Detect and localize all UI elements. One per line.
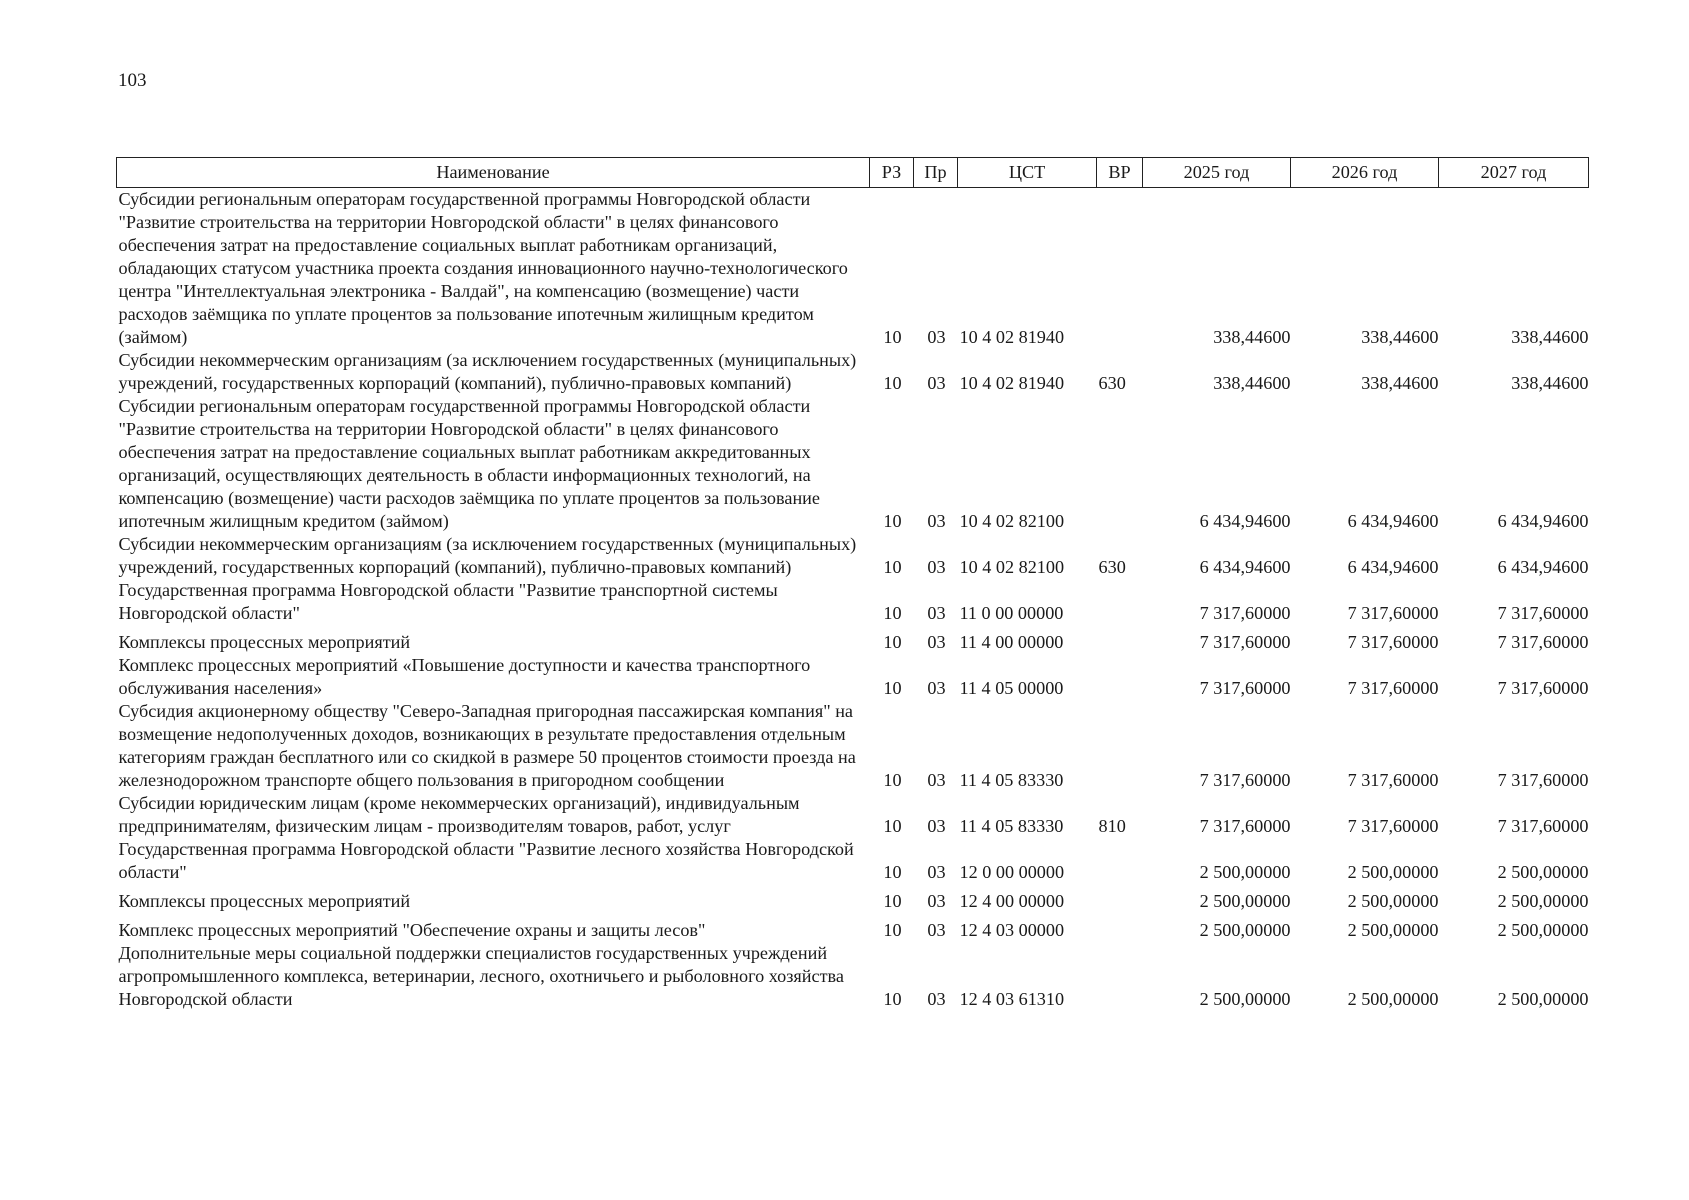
row-cst: 11 4 05 83330 (959, 816, 1064, 836)
row-2025: 2 500,00000 (1199, 862, 1291, 882)
row-name: Комплекс процессных мероприятий "Обеспечение охраны и защиты лесов" (118, 920, 706, 940)
row-rz: 10 (883, 373, 902, 393)
row-vr (1097, 395, 1143, 533)
row-rz: 10 (883, 327, 902, 347)
row-vr (1097, 913, 1143, 942)
row-pr: 03 (927, 603, 946, 623)
row-name: Субсидии региональным операторам государственной программы Новгородской области "Развитие строительства на территории Новгородской области" в целях финансового обеспечения затрат на предоставление социальных выплат работникам аккредитованных организаций, осуществляющих деятельность в области информационных технологий, на компенсацию (возмещение) части расходов заёмщика по уплате процентов за пользование ипотечным жилищным кредитом (займом) (118, 396, 820, 531)
row-2025: 7 317,60000 (1199, 678, 1291, 698)
row-vr (1097, 838, 1143, 884)
row-cst: 10 4 02 82100 (959, 511, 1065, 531)
row-rz: 10 (883, 678, 902, 698)
row-2025: 6 434,94600 (1199, 557, 1291, 577)
row-2026: 7 317,60000 (1347, 770, 1439, 790)
row-vr (1097, 579, 1143, 625)
row-2025: 2 500,00000 (1199, 989, 1291, 1009)
row-name: Субсидия акционерному обществу "Северо-Западная пригородная пассажирская компания" на возмещение недополученных доходов, возникающих в результате предоставления отдельным категориям граждан бесплатного или со скидкой в размере 50 процентов стоимости проезда на железнодорожном транспорте общего пользования в пригородном сообщении (118, 701, 856, 790)
row-cst: 10 4 02 82100 (959, 557, 1065, 577)
row-cst: 12 4 00 00000 (959, 891, 1065, 911)
table-row (117, 188, 1589, 350)
row-vr (1097, 700, 1143, 792)
row-pr: 03 (927, 891, 946, 911)
row-2027: 7 317,60000 (1497, 678, 1589, 698)
row-cst: 12 0 00 00000 (959, 862, 1065, 882)
row-pr: 03 (927, 770, 946, 790)
row-2027: 2 500,00000 (1497, 989, 1589, 1009)
row-rz: 10 (883, 511, 902, 531)
header-2027: 2027 год (1439, 158, 1589, 188)
row-cst: 11 4 00 00000 (959, 632, 1064, 652)
row-vr: 630 (1098, 557, 1126, 577)
row-name: Дополнительные меры социальной поддержки специалистов государственных учреждений агропромышленного комплекса, ветеринарии, лесного, охотничьего и рыболовного хозяйства Новгородской области (118, 943, 844, 1009)
row-2027: 2 500,00000 (1497, 891, 1589, 911)
row-pr: 03 (927, 862, 946, 882)
row-rz: 10 (883, 862, 902, 882)
row-name: Субсидии некоммерческим организациям (за исключением государственных (муниципальных) учреждений, государственных корпораций (компаний), публично-правовых компаний) (118, 350, 857, 393)
row-vr: 630 (1098, 373, 1126, 393)
header-pr: Пр (914, 158, 958, 188)
header-cst: ЦСТ (958, 158, 1097, 188)
row-2025: 2 500,00000 (1199, 891, 1291, 911)
row-rz: 10 (883, 632, 902, 652)
header-name: Наименование (117, 158, 870, 188)
row-2027: 7 317,60000 (1497, 632, 1589, 652)
row-cst: 10 4 02 81940 (959, 373, 1065, 393)
table-row (117, 838, 1589, 884)
row-pr: 03 (927, 511, 946, 531)
row-2027: 338,44600 (1511, 327, 1589, 347)
row-2025: 7 317,60000 (1199, 816, 1291, 836)
row-2025: 7 317,60000 (1199, 770, 1291, 790)
row-rz: 10 (883, 770, 902, 790)
row-2026: 2 500,00000 (1347, 989, 1439, 1009)
row-2027: 338,44600 (1511, 373, 1589, 393)
row-name: Государственная программа Новгородской области "Развитие транспортной системы Новгородской области" (118, 580, 778, 623)
row-2026: 7 317,60000 (1347, 603, 1439, 623)
row-pr: 03 (927, 327, 946, 347)
row-2027: 7 317,60000 (1497, 770, 1589, 790)
row-2027: 7 317,60000 (1497, 816, 1589, 836)
row-2025: 2 500,00000 (1199, 920, 1291, 940)
table-row (117, 533, 1589, 579)
row-pr: 03 (927, 632, 946, 652)
row-2025: 7 317,60000 (1199, 632, 1291, 652)
table-body (117, 188, 1589, 1012)
row-2026: 2 500,00000 (1347, 891, 1439, 911)
page-number: 103 (118, 70, 147, 91)
row-rz: 10 (883, 891, 902, 911)
row-cst: 12 4 03 61310 (959, 989, 1065, 1009)
row-2026: 338,44600 (1361, 327, 1439, 347)
table-row (117, 913, 1589, 942)
row-vr (1097, 188, 1143, 350)
row-2027: 2 500,00000 (1497, 862, 1589, 882)
table-row (117, 884, 1589, 913)
row-2025: 338,44600 (1213, 327, 1291, 347)
row-rz: 10 (883, 920, 902, 940)
table-row (117, 942, 1589, 1011)
row-vr (1097, 884, 1143, 913)
row-2027: 2 500,00000 (1497, 920, 1589, 940)
row-rz: 10 (883, 989, 902, 1009)
budget-table (116, 157, 1589, 1011)
row-name: Комплексы процессных мероприятий (118, 891, 411, 911)
row-cst: 11 0 00 00000 (959, 603, 1064, 623)
row-pr: 03 (927, 373, 946, 393)
row-2027: 6 434,94600 (1497, 557, 1589, 577)
header-2025: 2025 год (1143, 158, 1291, 188)
row-name: Государственная программа Новгородской области "Развитие лесного хозяйства Новгородской области" (118, 839, 854, 882)
row-cst: 12 4 03 00000 (959, 920, 1065, 940)
row-pr: 03 (927, 989, 946, 1009)
row-2026: 7 317,60000 (1347, 632, 1439, 652)
row-vr (1097, 942, 1143, 1011)
row-vr (1097, 654, 1143, 700)
table-row (117, 625, 1589, 654)
header-vr: ВР (1097, 158, 1143, 188)
row-pr: 03 (927, 816, 946, 836)
row-rz: 10 (883, 603, 902, 623)
row-rz: 10 (883, 816, 902, 836)
row-2027: 7 317,60000 (1497, 603, 1589, 623)
row-2026: 7 317,60000 (1347, 816, 1439, 836)
table-row (117, 349, 1589, 395)
row-pr: 03 (927, 920, 946, 940)
row-2025: 7 317,60000 (1199, 603, 1291, 623)
row-name: Комплексы процессных мероприятий (118, 632, 411, 652)
row-name: Субсидии некоммерческим организациям (за исключением государственных (муниципальных) учреждений, государственных корпораций (компаний), публично-правовых компаний) (118, 534, 857, 577)
row-rz: 10 (883, 557, 902, 577)
table-header (117, 158, 1589, 188)
row-name: Комплекс процессных мероприятий «Повышение доступности и качества транспортного обслуживания населения» (118, 655, 811, 698)
table-row (117, 700, 1589, 792)
table-row (117, 654, 1589, 700)
row-pr: 03 (927, 557, 946, 577)
row-2026: 2 500,00000 (1347, 920, 1439, 940)
row-2025: 338,44600 (1213, 373, 1291, 393)
header-2026: 2026 год (1291, 158, 1439, 188)
table-row (117, 395, 1589, 533)
row-2027: 6 434,94600 (1497, 511, 1589, 531)
row-name: Субсидии региональным операторам государственной программы Новгородской области "Развитие строительства на территории Новгородской области" в целях финансового обеспечения затрат на предоставление социальных выплат работникам организаций, обладающих статусом участника проекта создания инновационного научно-технологического центра "Интеллектуальная электроника - Валдай", на компенсацию (возмещение) части расходов заёмщика по уплате процентов за пользование ипотечным жилищным кредитом (займом) (118, 189, 848, 347)
row-pr: 03 (927, 678, 946, 698)
row-name: Субсидии юридическим лицам (кроме некоммерческих организаций), индивидуальным предпринимателям, физическим лицам - производителям товаров, работ, услуг (118, 793, 800, 836)
row-2025: 6 434,94600 (1199, 511, 1291, 531)
row-vr (1097, 625, 1143, 654)
row-2026: 338,44600 (1361, 373, 1439, 393)
row-cst: 11 4 05 00000 (959, 678, 1064, 698)
row-2026: 6 434,94600 (1347, 557, 1439, 577)
header-rz: РЗ (870, 158, 914, 188)
row-2026: 7 317,60000 (1347, 678, 1439, 698)
table-row (117, 579, 1589, 625)
row-cst: 10 4 02 81940 (959, 327, 1065, 347)
row-vr: 810 (1098, 816, 1126, 836)
table-row (117, 792, 1589, 838)
row-2026: 2 500,00000 (1347, 862, 1439, 882)
row-cst: 11 4 05 83330 (959, 770, 1064, 790)
row-2026: 6 434,94600 (1347, 511, 1439, 531)
